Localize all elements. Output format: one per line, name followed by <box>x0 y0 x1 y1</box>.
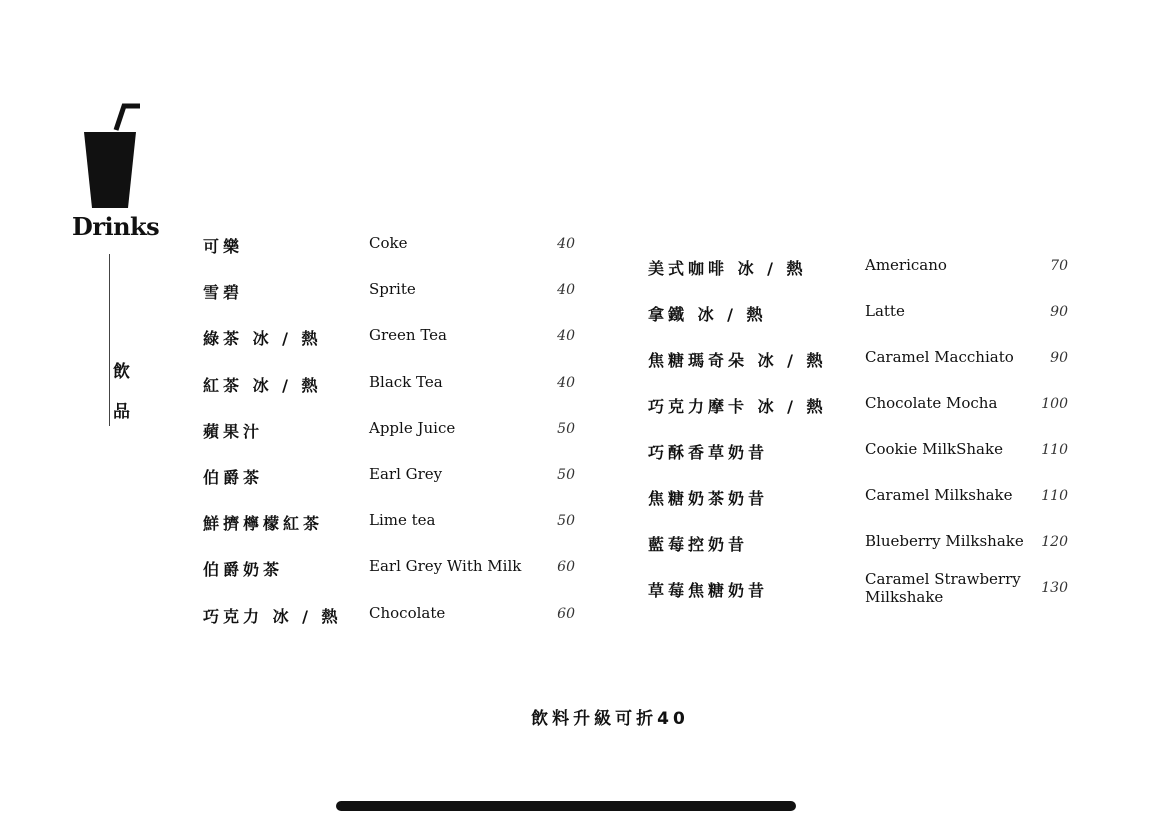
left-menu-column <box>203 234 583 650</box>
menu-item <box>648 570 1068 624</box>
item-name-zh: 紅茶 冰 / 熱 <box>203 375 322 395</box>
menu-item <box>203 557 583 603</box>
menu-item <box>648 302 1068 348</box>
drink-cup-icon <box>80 102 144 212</box>
item-price: 40 <box>557 282 575 299</box>
menu-item <box>203 326 583 372</box>
right-menu-column <box>648 256 1068 624</box>
item-name-en: Caramel Strawberry Milkshake <box>865 570 1021 606</box>
item-price: 100 <box>1041 396 1068 412</box>
item-price: 110 <box>1041 488 1068 504</box>
item-name-en: Chocolate <box>369 603 446 622</box>
item-price: 40 <box>557 328 575 345</box>
item-price: 70 <box>1050 258 1068 274</box>
menu-item <box>203 511 583 557</box>
item-name-zh: 鮮擠檸檬紅茶 <box>203 514 324 534</box>
item-name-en: Green Tea <box>369 326 447 345</box>
item-name-en: Lime tea <box>369 511 436 530</box>
item-name-zh: 焦糖奶茶奶昔 <box>648 489 769 508</box>
item-price: 90 <box>1050 350 1068 366</box>
item-name-zh: 焦糖瑪奇朵 冰 / 熱 <box>648 351 827 370</box>
menu-item <box>648 348 1068 394</box>
home-indicator-bar[interactable] <box>336 801 796 811</box>
menu-item <box>203 604 583 650</box>
item-name-zh: 拿鐵 冰 / 熱 <box>648 305 767 324</box>
item-name-en: Americano <box>865 256 947 274</box>
menu-item <box>203 234 583 280</box>
menu-item <box>648 394 1068 440</box>
item-price: 50 <box>557 513 575 530</box>
menu-item <box>203 419 583 465</box>
vertical-divider <box>109 254 110 426</box>
item-name-zh: 蘋果汁 <box>203 421 264 441</box>
menu-item <box>648 486 1068 532</box>
item-name-en: Earl Grey <box>369 464 443 483</box>
item-name-zh: 伯爵奶茶 <box>203 560 284 580</box>
item-price: 90 <box>1050 304 1068 320</box>
item-name-en: Caramel Macchiato <box>865 348 1014 366</box>
item-name-en: Earl Grey With Milk <box>369 557 522 576</box>
item-price: 50 <box>557 420 575 437</box>
menu-item <box>203 373 583 419</box>
item-name-zh: 巧酥香草奶昔 <box>648 443 769 462</box>
item-name-en: Cookie MilkShake <box>865 440 1003 458</box>
item-name-en: Sprite <box>369 280 416 299</box>
menu-item <box>203 280 583 326</box>
item-price: 60 <box>557 559 575 576</box>
item-name-zh: 草莓焦糖奶昔 <box>648 581 769 600</box>
item-name-zh: 巧克力摩卡 冰 / 熱 <box>648 397 827 416</box>
item-name-en: Blueberry Milkshake <box>865 532 1024 550</box>
item-name-en: Chocolate Mocha <box>865 394 998 412</box>
item-name-zh: 藍莓控奶昔 <box>648 535 749 554</box>
item-price: 110 <box>1041 442 1068 458</box>
item-name-en: Coke <box>369 234 408 252</box>
item-name-en: Caramel Milkshake <box>865 486 1013 504</box>
item-price: 50 <box>557 466 575 483</box>
item-name-en: Black Tea <box>369 372 443 391</box>
item-name-zh: 美式咖啡 冰 / 熱 <box>648 259 807 278</box>
menu-item <box>203 465 583 511</box>
item-price: 40 <box>557 236 575 252</box>
item-price: 40 <box>557 374 575 391</box>
item-price: 60 <box>557 605 575 622</box>
item-name-zh: 綠茶 冰 / 熱 <box>203 329 322 349</box>
item-name-zh: 巧克力 冰 / 熱 <box>203 606 342 626</box>
item-name-en: Apple Juice <box>369 418 456 437</box>
item-price: 130 <box>1041 580 1068 596</box>
footer-note: 飲料升級可折40 <box>531 709 689 729</box>
item-name-zh: 可樂 <box>203 237 244 256</box>
vertical-label-char: 飲 <box>113 362 130 382</box>
menu-heading: Drinks <box>72 212 160 241</box>
vertical-label <box>113 352 130 432</box>
item-name-zh: 伯爵茶 <box>203 467 264 487</box>
item-name-en: Latte <box>865 302 905 320</box>
vertical-label-char: 品 <box>113 402 130 422</box>
menu-item <box>648 256 1068 302</box>
item-price: 120 <box>1041 534 1068 550</box>
menu-item <box>648 440 1068 486</box>
item-name-zh: 雪碧 <box>203 283 244 303</box>
